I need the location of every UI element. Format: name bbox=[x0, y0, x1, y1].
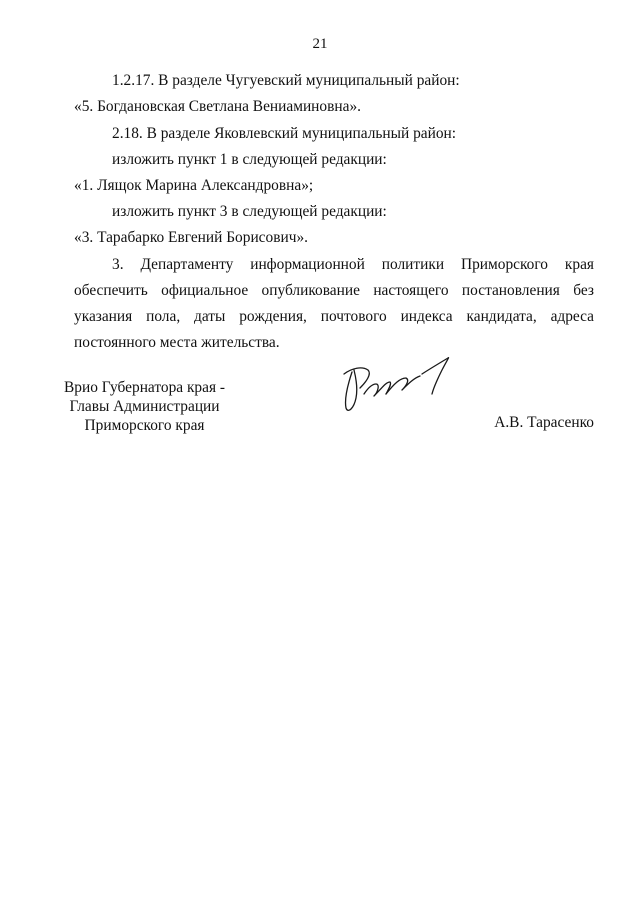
entry-tarabarko: «3. Тарабарко Евгений Борисович». bbox=[74, 229, 308, 246]
paragraph-3-line-1: 3. Департаменту информационной политики Приморского края bbox=[112, 256, 594, 273]
signatory-title bbox=[64, 378, 225, 435]
instruction-point-3: изложить пункт 3 в следующей редакции: bbox=[112, 203, 387, 220]
signer-name: А.В. Тарасенко bbox=[494, 414, 594, 431]
paragraph-3-line-4: постоянного места жительства. bbox=[74, 334, 280, 351]
signatory-title-line-2: Главы Администрации bbox=[69, 398, 220, 415]
paragraph-3-line-2: обеспечить официальное опубликование настоящего постановления без bbox=[74, 282, 594, 299]
section-2-18: 2.18. В разделе Яковлевский муниципальный район: bbox=[112, 125, 457, 142]
entry-bogdanovskaya: «5. Богдановская Светлана Вениаминовна». bbox=[74, 98, 361, 115]
handwritten-signature bbox=[338, 348, 458, 418]
section-1-2-17: 1.2.17. В разделе Чугуевский муниципальный район: bbox=[112, 72, 460, 89]
paragraph-3-line-3: указания пола, даты рождения, почтового индекса кандидата, адреса bbox=[74, 308, 594, 325]
signatory-title-line-3: Приморского края bbox=[84, 417, 205, 434]
instruction-point-1: изложить пункт 1 в следующей редакции: bbox=[112, 151, 387, 168]
entry-lyashchok: «1. Лящок Марина Александровна»; bbox=[74, 177, 314, 194]
page-number: 21 bbox=[312, 36, 328, 52]
signatory-title-line-1: Врио Губернатора края - bbox=[64, 379, 226, 396]
